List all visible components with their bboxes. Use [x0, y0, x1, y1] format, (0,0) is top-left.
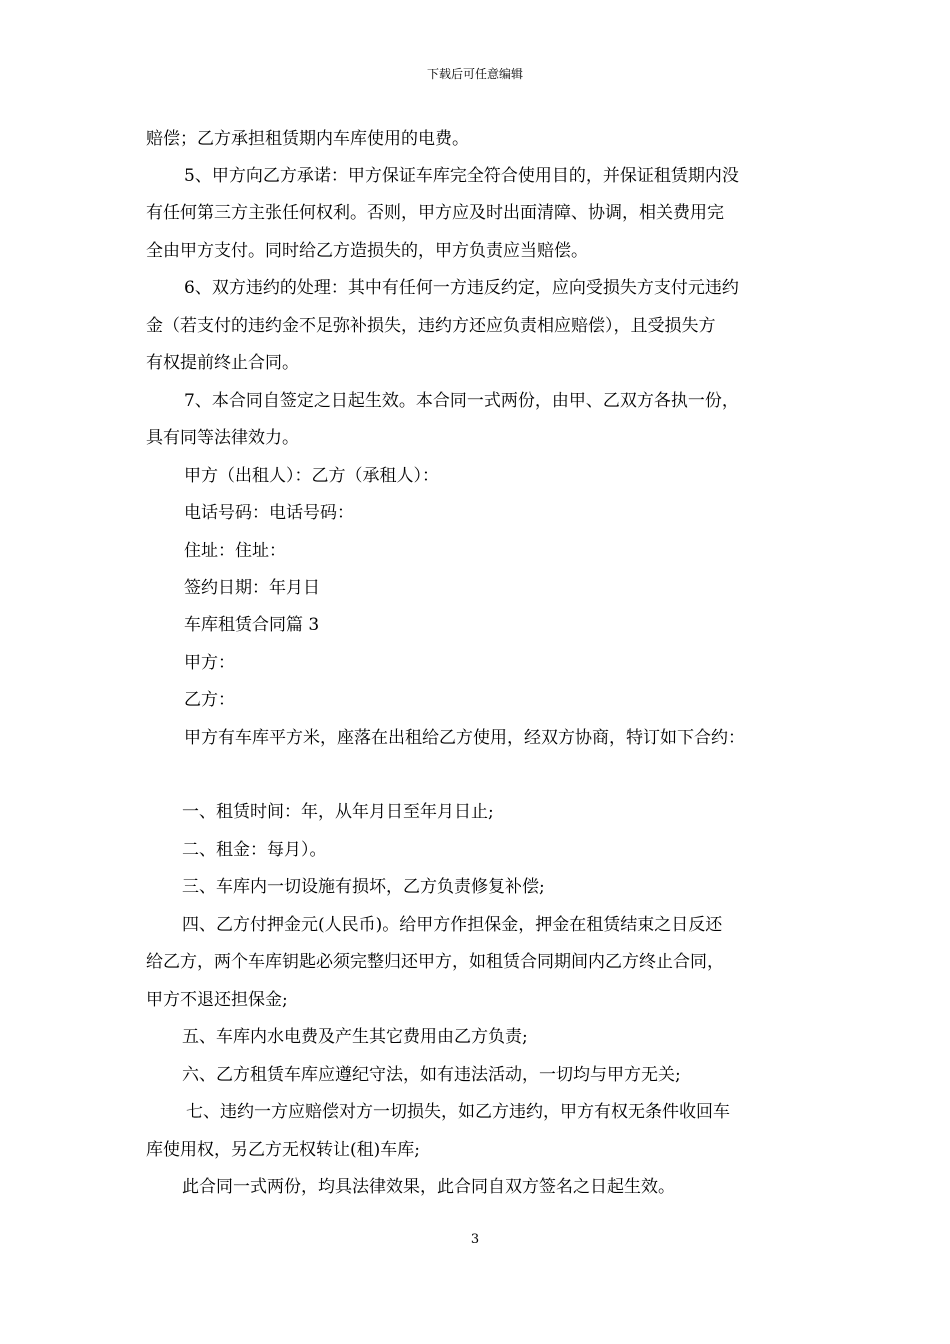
page-number: 3	[470, 1232, 480, 1247]
clause-line: 一、租赁时间：年，从年月日至年月日止;	[182, 802, 494, 822]
clause-line: 给乙方，两个车库钥匙必须完整归还甲方，如租赁合同期间内乙方终止合同，	[146, 952, 724, 972]
section-title: 车库租赁合同篇 3	[184, 615, 320, 635]
text-line: 有权提前终止合同。	[146, 353, 299, 373]
signature-date: 签约日期：年月日	[184, 578, 320, 598]
text-line: 6、双方违约的处理：其中有任何一方违反约定，应向受损失方支付元违约	[184, 278, 739, 298]
text-line: 金（若支付的违约金不足弥补损失，违约方还应负责相应赔偿），且受损失方	[146, 316, 716, 336]
closing-line: 此合同一式两份，均具法律效果，此合同自双方签名之日起生效。	[182, 1177, 675, 1197]
text-line: 7、本合同自签定之日起生效。本合同一式两份，由甲、乙双方各执一份，	[184, 391, 739, 411]
text-line: 全由甲方支付。同时给乙方造损失的，甲方负责应当赔偿。	[146, 241, 588, 261]
clause-line: 三、车库内一切设施有损坏，乙方负责修复补偿;	[182, 877, 545, 897]
signature-address: 住址：住址：	[184, 541, 286, 561]
text-line: 具有同等法律效力。	[146, 428, 299, 448]
clause-line: 库使用权，另乙方无权转让(租)车库;	[146, 1140, 420, 1160]
text-line: 甲方有车库平方米，座落在出租给乙方使用，经双方协商，特订如下合约：	[184, 728, 745, 748]
clause-line: 甲方不退还担保金;	[146, 990, 288, 1010]
clause-line: 四、乙方付押金元(人民币)。给甲方作担保金，押金在租赁结束之日反还	[182, 915, 723, 935]
signature-phone: 电话号码：电话号码：	[184, 503, 354, 523]
text-line: 赔偿；乙方承担租赁期内车库使用的电费。	[146, 129, 469, 149]
text-line: 5、甲方向乙方承诺：甲方保证车库完全符合使用目的，并保证租赁期内没	[184, 166, 739, 186]
clause-line: 六、乙方租赁车库应遵纪守法，如有违法活动，一切均与甲方无关;	[182, 1065, 681, 1085]
party-a-line: 甲方：	[184, 653, 235, 673]
party-b-line: 乙方：	[184, 690, 235, 710]
clause-line: 七、违约一方应赔偿对方一切损失，如乙方违约，甲方有权无条件收回车	[186, 1102, 730, 1122]
clause-line: 二、租金：每月）。	[182, 840, 327, 860]
clause-line: 五、车库内水电费及产生其它费用由乙方负责;	[182, 1027, 528, 1047]
text-line: 有任何第三方主张任何权利。否则，甲方应及时出面清障、协调，相关费用完	[146, 203, 724, 223]
page-header: 下载后可任意编辑	[426, 67, 523, 81]
signature-parties: 甲方（出租人）：乙方（承租人）：	[184, 466, 439, 486]
